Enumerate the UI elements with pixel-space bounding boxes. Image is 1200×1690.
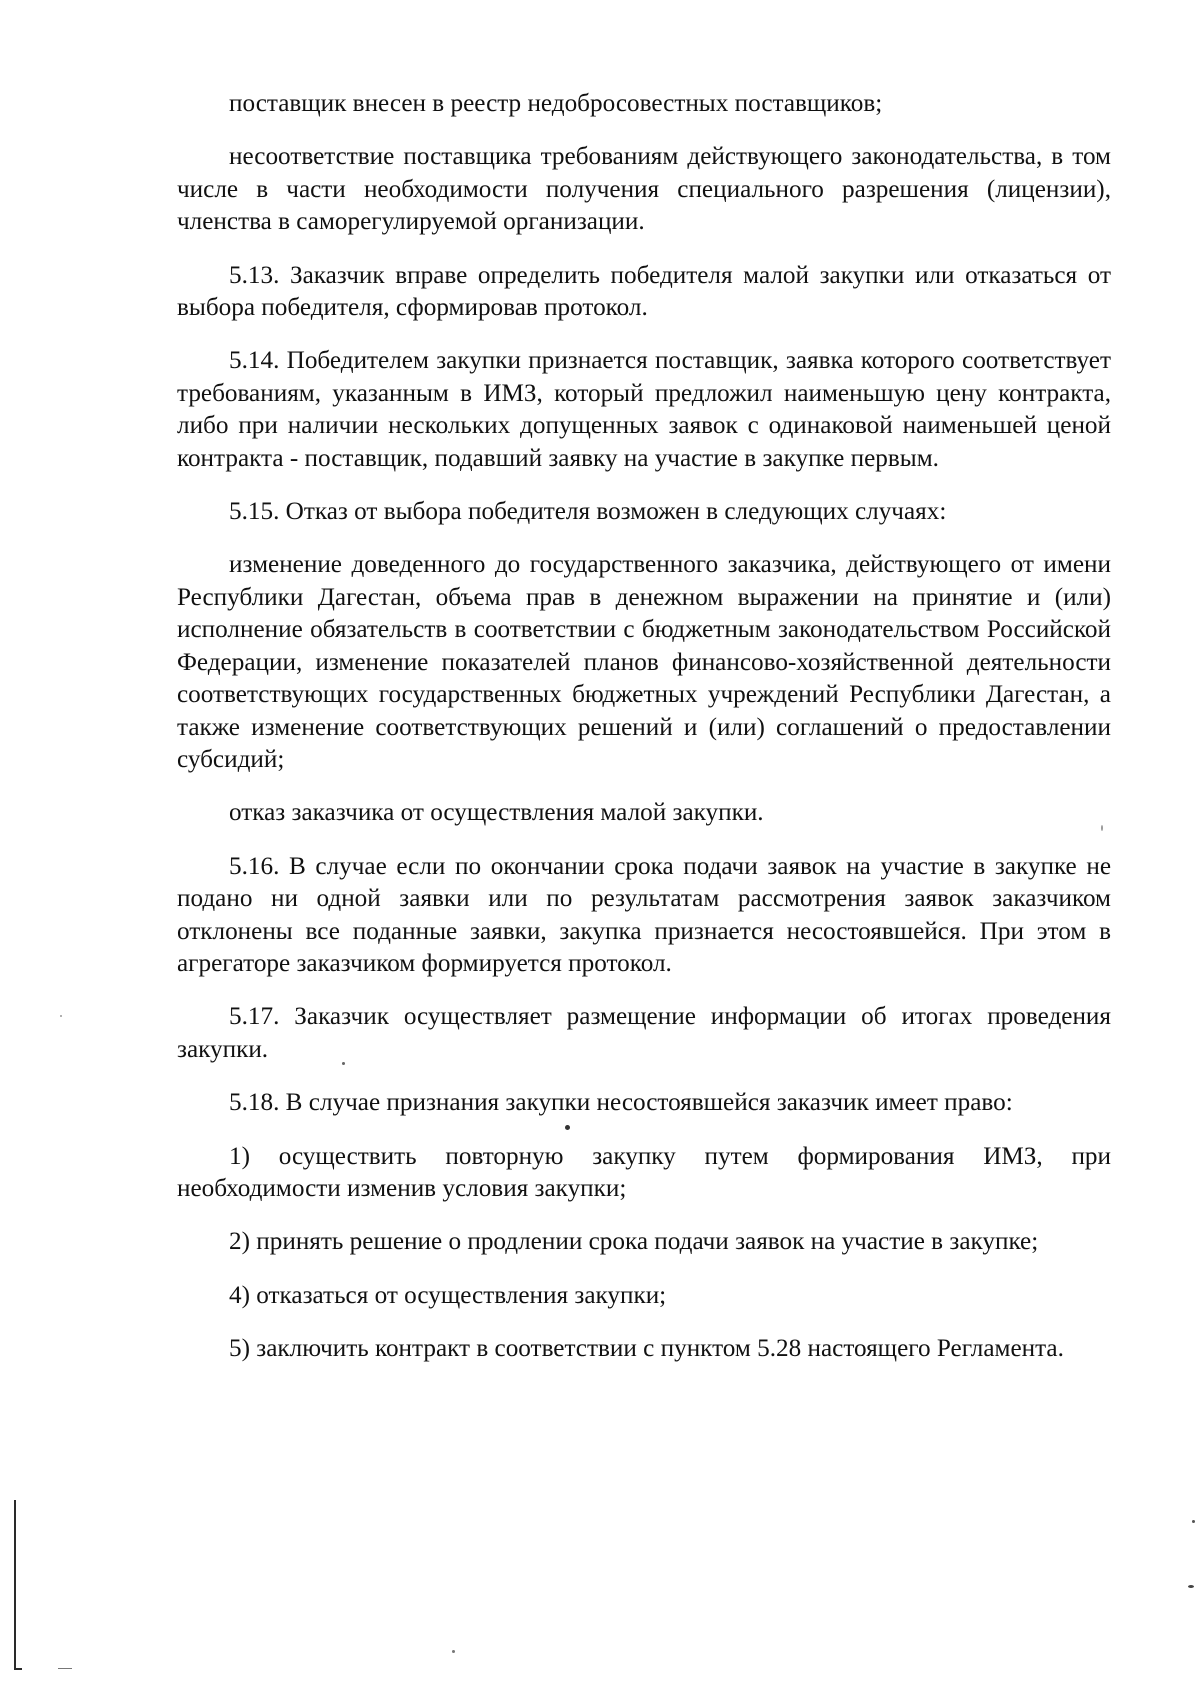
list-item-1: 1) осуществить повторную закупку путем формирования ИМЗ, при необходимости изменив условия закупки; — [177, 1142, 1111, 1202]
list-item-5: 5) заключить контракт в соответствии с пунктом 5.28 настоящего Регламента. — [229, 1335, 1064, 1363]
paragraph-5-13: 5.13. Заказчик вправе определить победителя малой закупки или отказаться от выбора победителя, сформировав протокол. — [177, 261, 1111, 322]
scan-speck — [1101, 825, 1103, 831]
paragraph-5-18: 5.18. В случае признания закупки несостоявшейся заказчик имеет право: — [229, 1089, 1013, 1117]
scan-speck — [452, 1650, 455, 1653]
paragraph-5-15: 5.15. Отказ от выбора победителя возможен в следующих случаях: — [229, 498, 947, 526]
scan-speck — [342, 1062, 345, 1065]
scan-speck — [1188, 1585, 1194, 1588]
scan-edge-foot — [14, 1668, 22, 1670]
paragraph-5-16: 5.16. В случае если по окончании срока подачи заявок на участие в закупке не подано ни одной заявки или по результатам рассмотрения заявок заказчиком отклонены все поданные заявки, закупка признается несостоявшейся. При этом в агрегаторе заказчиком формируется протокол. — [177, 852, 1111, 977]
paragraph-non-compliance: несоответствие поставщика требованиям действующего законодательства, в том числе в части необходимости получения специального разрешения (лицензии), членства в саморегулируемой организации. — [177, 143, 1111, 236]
paragraph-budget-change: изменение доведенного до государственного заказчика, действующего от имени Республики Дагестан, объема прав в денежном выражении на принятие и (или) исполнение обязательств в соответствии с бюджетным законодательством Российской Федерации, изменение показателей планов финансово-хозяйственной деятельности соответствующих государственных бюджетных учреждений Республики Дагестан, а также изменение соответствующих решений и (или) соглашений о предоставлении субсидий; — [177, 551, 1111, 773]
document-body — [177, 88, 1111, 1387]
paragraph-5-17: 5.17. Заказчик осуществляет размещение информации об итогах проведения закупки. — [177, 1003, 1111, 1063]
scan-bottom-dash — [58, 1668, 72, 1669]
scan-speck — [565, 1125, 570, 1130]
scan-edge-line — [14, 1500, 16, 1670]
paragraph-unreliable-suppliers: поставщик внесен в реестр недобросовестных поставщиков; — [229, 90, 883, 117]
list-item-4: 4) отказаться от осуществления закупки; — [229, 1281, 667, 1309]
paragraph-5-14: 5.14. Победителем закупки признается поставщик, заявка которого соответствует требованиям, указанным в ИМЗ, который предложил наименьшую цену контракта, либо при наличии нескольких допущенных заявок с одинаковой наименьшей ценой контракта - поставщик, подавший заявку на участие в закупке первым. — [177, 347, 1111, 472]
paragraph-customer-refusal: отказ заказчика от осуществления малой закупки. — [229, 799, 764, 827]
scan-speck — [60, 1015, 62, 1017]
list-item-2: 2) принять решение о продлении срока подачи заявок на участие в закупке; — [229, 1228, 1039, 1256]
scan-speck — [1192, 1520, 1195, 1523]
